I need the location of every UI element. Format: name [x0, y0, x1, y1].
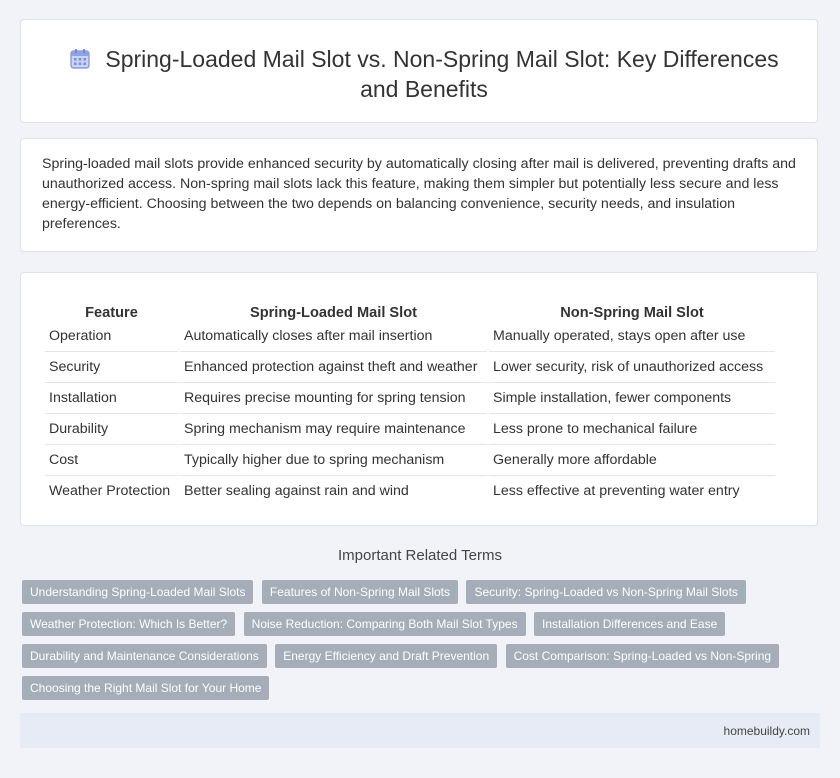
table-header-row — [45, 297, 775, 321]
related-term-tag[interactable]: Security: Spring-Loaded vs Non-Spring Mail Slots — [466, 580, 745, 604]
table-cell-feature: Cost — [45, 445, 178, 476]
table-cell-feature: Installation — [45, 383, 178, 414]
related-term-tag[interactable]: Energy Efficiency and Draft Prevention — [275, 644, 497, 668]
table-row — [45, 445, 775, 476]
table-cell-spring-loaded: Spring mechanism may require maintenance — [180, 414, 487, 445]
footer — [20, 713, 820, 748]
page-title-wrapper — [51, 44, 797, 104]
related-term-tag[interactable]: Installation Differences and Ease — [534, 612, 725, 636]
table-cell-feature: Weather Protection — [49, 483, 171, 499]
related-terms-list — [22, 580, 812, 708]
related-term-tag[interactable]: Understanding Spring-Loaded Mail Slots — [22, 580, 253, 604]
table-cell-feature: Durability — [45, 414, 178, 445]
related-term-tag[interactable]: Cost Comparison: Spring-Loaded vs Non-Spring — [506, 644, 779, 668]
table-cell-non-spring: Manually operated, stays open after use — [489, 321, 775, 352]
table-cell-non-spring: Less prone to mechanical failure — [489, 414, 775, 445]
table-cell-non-spring: Generally more affordable — [489, 445, 775, 476]
table-row — [45, 476, 775, 506]
table-cell-spring-loaded: Better sealing against rain and wind — [184, 483, 409, 499]
table-cell-non-spring: Simple installation, fewer components — [489, 383, 775, 414]
related-term-tag[interactable]: Features of Non-Spring Mail Slots — [262, 580, 458, 604]
related-term-tag[interactable]: Weather Protection: Which Is Better? — [22, 612, 235, 636]
comparison-card — [20, 272, 818, 526]
table-cell-spring-loaded: Enhanced protection against theft and weather — [180, 352, 487, 383]
table-cell-non-spring: Lower security, risk of unauthorized access — [489, 352, 775, 383]
column-header-spring-loaded: Spring-Loaded Mail Slot — [249, 305, 418, 321]
calendar-icon — [69, 48, 91, 70]
table-cell-spring-loaded: Automatically closes after mail insertion — [180, 321, 487, 352]
table-row — [45, 352, 775, 383]
table-cell-spring-loaded: Requires precise mounting for spring tension — [180, 383, 487, 414]
table-row — [45, 414, 775, 445]
related-term-tag[interactable]: Noise Reduction: Comparing Both Mail Slot Types — [244, 612, 526, 636]
table-row — [45, 321, 775, 352]
table-cell-non-spring: Less effective at preventing water entry — [493, 483, 740, 499]
page-title: Spring-Loaded Mail Slot vs. Non-Spring Mail Slot: Key Differences and Benefits — [105, 46, 779, 102]
summary-text: Spring-loaded mail slots provide enhanced security by automatically closing after mail is delivered, preventing drafts and unauthorized access. Non-spring mail slots lack this feature, making them simpler but potentially less secure and less energy-efficient. Choosing between the two depends on balancing convenience, security needs, and insulation preferences. — [42, 156, 796, 232]
related-term-tag[interactable]: Durability and Maintenance Considerations — [22, 644, 267, 668]
table-row — [45, 383, 775, 414]
title-card — [20, 19, 818, 123]
summary-card — [20, 138, 818, 252]
table-cell-feature: Security — [45, 352, 178, 383]
related-term-tag[interactable]: Choosing the Right Mail Slot for Your Home — [22, 676, 269, 700]
column-header-non-spring: Non-Spring Mail Slot — [560, 305, 704, 321]
column-header-feature: Feature — [85, 305, 138, 321]
related-terms-heading: Important Related Terms — [338, 547, 502, 564]
footer-site-name[interactable]: homebuildy.com — [723, 724, 810, 738]
table-cell-spring-loaded: Typically higher due to spring mechanism — [180, 445, 487, 476]
table-cell-feature: Operation — [45, 321, 178, 352]
comparison-table — [43, 297, 777, 506]
